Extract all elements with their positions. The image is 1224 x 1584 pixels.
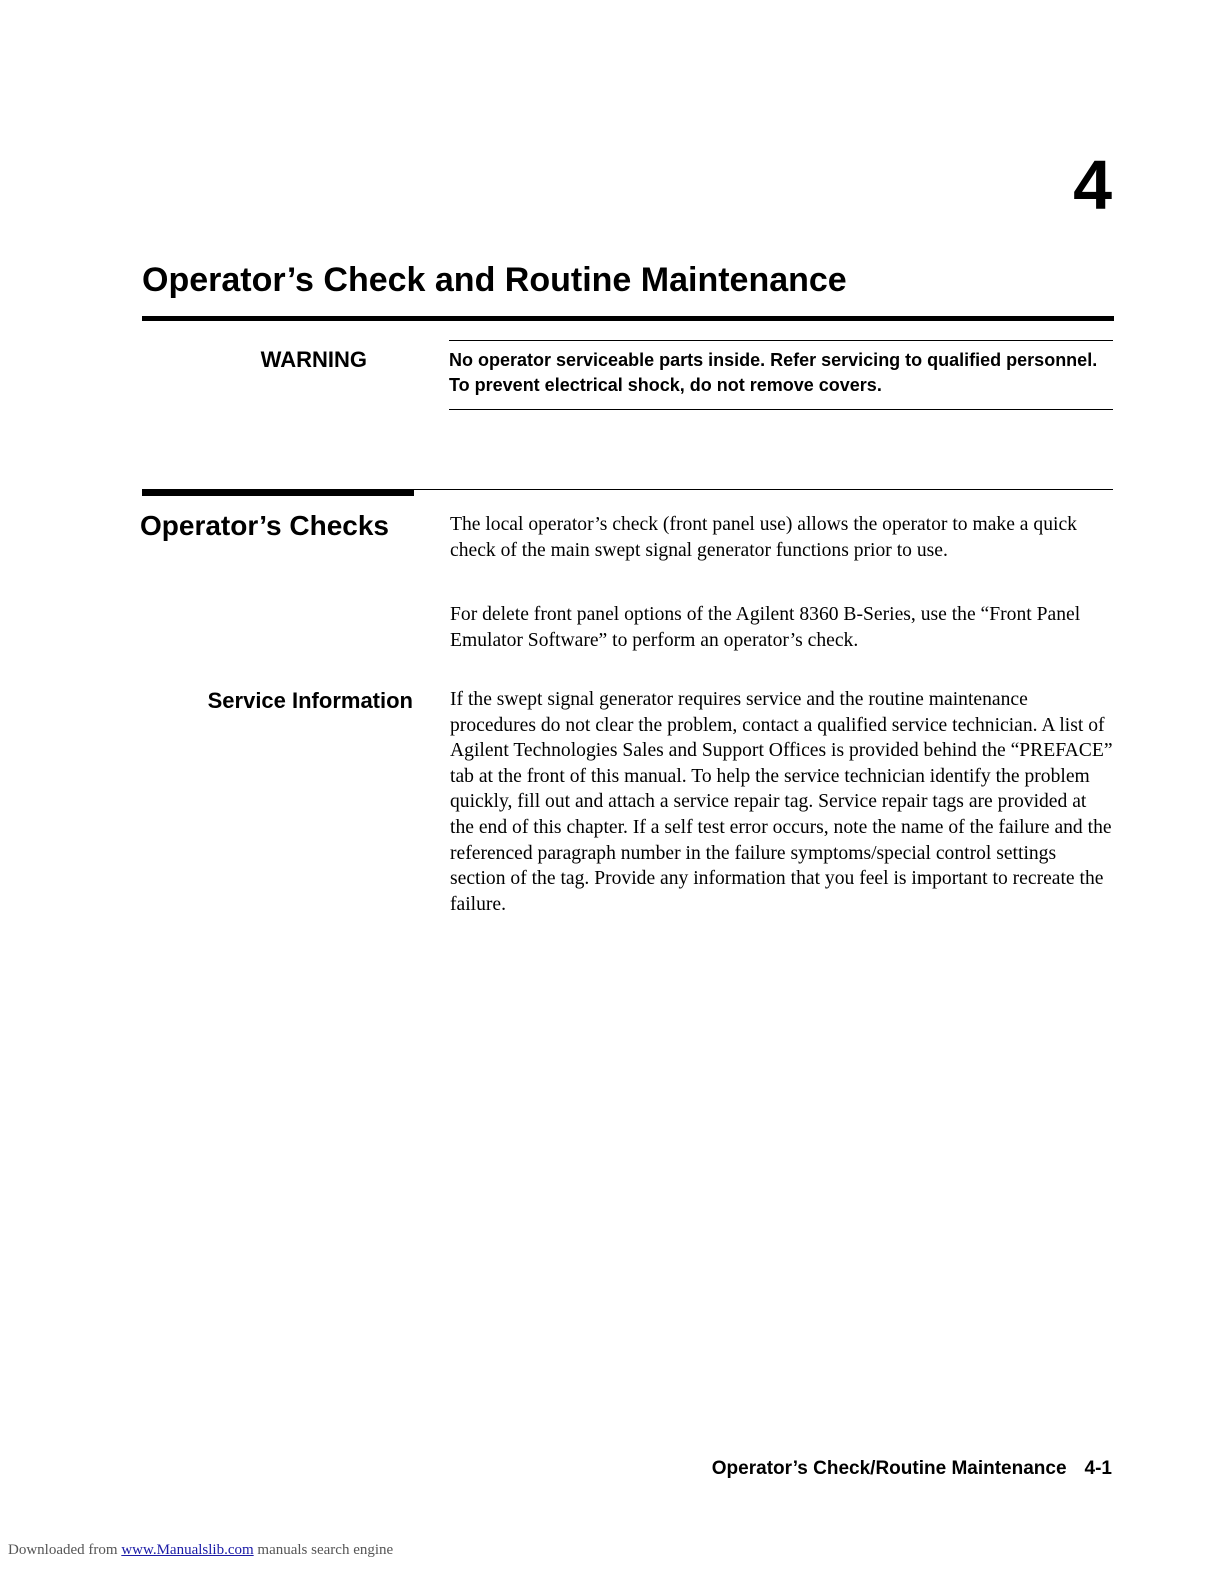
chapter-title: Operator’s Check and Routine Maintenance (142, 261, 847, 299)
chapter-number: 4 (1073, 146, 1112, 224)
manualslib-link[interactable]: www.Manualslib.com (121, 1542, 254, 1558)
service-information-paragraph: If the swept signal generator requires service and the routine maintenance procedures do not clear the problem, contact a qualified service technician. A list of Agilent Technologies Sales and Support Offices is provided behind the “PREFACE” tab at the front of this manual. To help the service technician identify the problem quickly, fill out and attach a service repair tag. Service repair tags are provided at the end of this chapter. If a self test error occurs, note the name of the failure and the referenced paragraph number in the failure symptoms/special control settings section of the tag. Provide any information that you feel is important to recreate the failure. (450, 689, 1113, 915)
download-note (8, 1542, 393, 1559)
section-bar (142, 489, 414, 496)
warning-top-rule (449, 340, 1113, 341)
section-rule (414, 489, 1113, 490)
section-heading-operators-checks: Operator’s Checks (140, 510, 389, 541)
subheading-service-information: Service Information (207, 688, 413, 713)
chapter-title-rule (142, 316, 1114, 321)
warning-bottom-rule (449, 409, 1113, 410)
footer-page-number: 4-1 (1084, 1458, 1112, 1479)
footer-title: Operator’s Check/Routine Maintenance (711, 1458, 1067, 1479)
operators-checks-paragraph-2: For delete front panel options of the Agilent 8360 B-Series, use the “Front Panel Emulator Software” to perform an operator’s check. (450, 604, 1081, 651)
page-footer (712, 1458, 1112, 1480)
warning-text: No operator serviceable parts inside. Refer servicing to qualified personnel. To prevent electrical shock, do not remove covers. (449, 350, 1098, 395)
download-suffix: manuals search engine (257, 1542, 394, 1558)
download-prefix: Downloaded from (8, 1542, 118, 1558)
operators-checks-paragraph-1: The local operator’s check (front panel use) allows the operator to make a quick check of the main swept signal generator functions prior to use. (450, 514, 1077, 561)
warning-label: WARNING (260, 347, 367, 372)
